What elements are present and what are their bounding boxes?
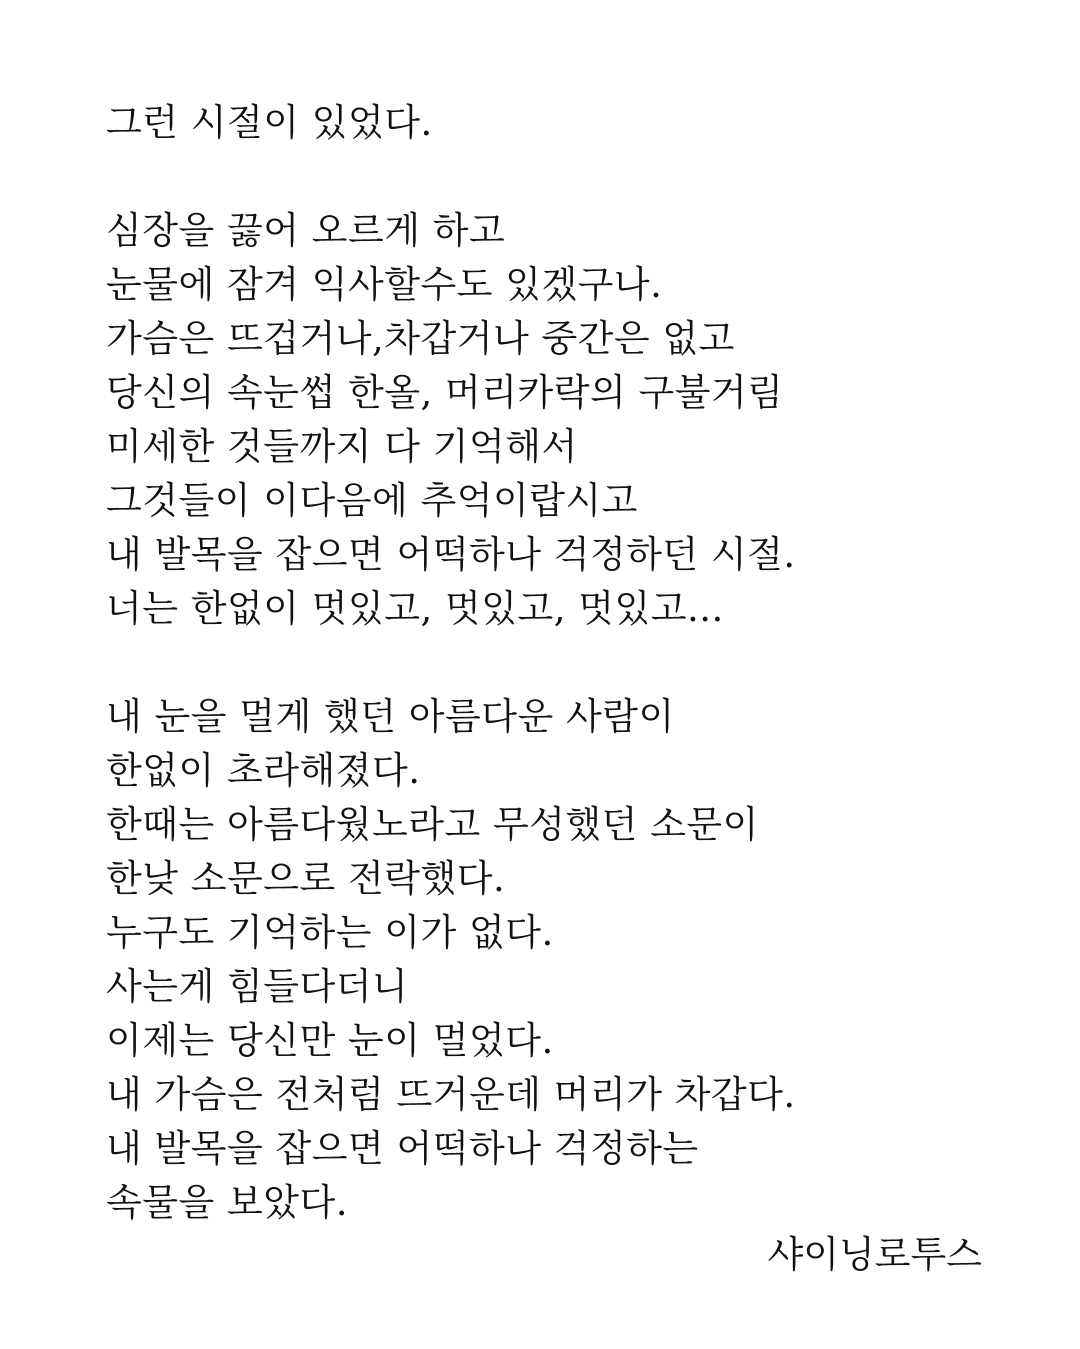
poem-line: 내 눈을 멀게 했던 아름다운 사람이 [106,695,675,738]
poem-line: 내 가슴은 전처럼 뜨거운데 머리가 차갑다. [106,1073,796,1116]
poem-line: 내 발목을 잡으면 어떡하나 걱정하는 [106,1127,699,1170]
poem-line: 그런 시절이 있었다. [106,101,433,144]
poem-line: 내 발목을 잡으면 어떡하나 걱정하던 시절. [106,533,796,576]
stanza-1 [106,96,1006,150]
poem-line: 심장을 끓어 오르게 하고 [106,209,506,252]
poem-line: 누구도 기억하는 이가 없다. [106,911,554,954]
poem-line: 한때는 아름다웠노라고 무성했던 소문이 [106,803,759,846]
poem-line: 미세한 것들까지 다 기억해서 [106,425,578,468]
poem-line: 눈물에 잠겨 익사할수도 있겠구나. [106,263,663,306]
poem-line: 속물을 보았다. [106,1181,348,1224]
poem-line: 사는게 힘들다더니 [106,965,409,1008]
poem-line: 당신의 속눈썹 한올, 머리카락의 구불거림 [106,371,784,414]
stanza-gap [106,636,1006,690]
stanza-2 [106,204,1006,636]
poem-line: 그것들이 이다음에 추억이랍시고 [106,479,638,522]
poem-line: 한낮 소문으로 전락했다. [106,857,506,900]
stanza-gap [106,150,1006,204]
poem-body [106,96,1006,1230]
author-signature: 샤이닝로투스 [767,1233,982,1276]
poem-line: 이제는 당신만 눈이 멀었다. [106,1019,554,1062]
poem-line: 한없이 초라해졌다. [106,749,421,792]
poem-line: 너는 한없이 멋있고, 멋있고, 멋있고... [106,587,724,630]
stanza-3 [106,690,1006,1230]
poem-line: 가슴은 뜨겁거나,차갑거나 중간은 없고 [106,317,735,360]
